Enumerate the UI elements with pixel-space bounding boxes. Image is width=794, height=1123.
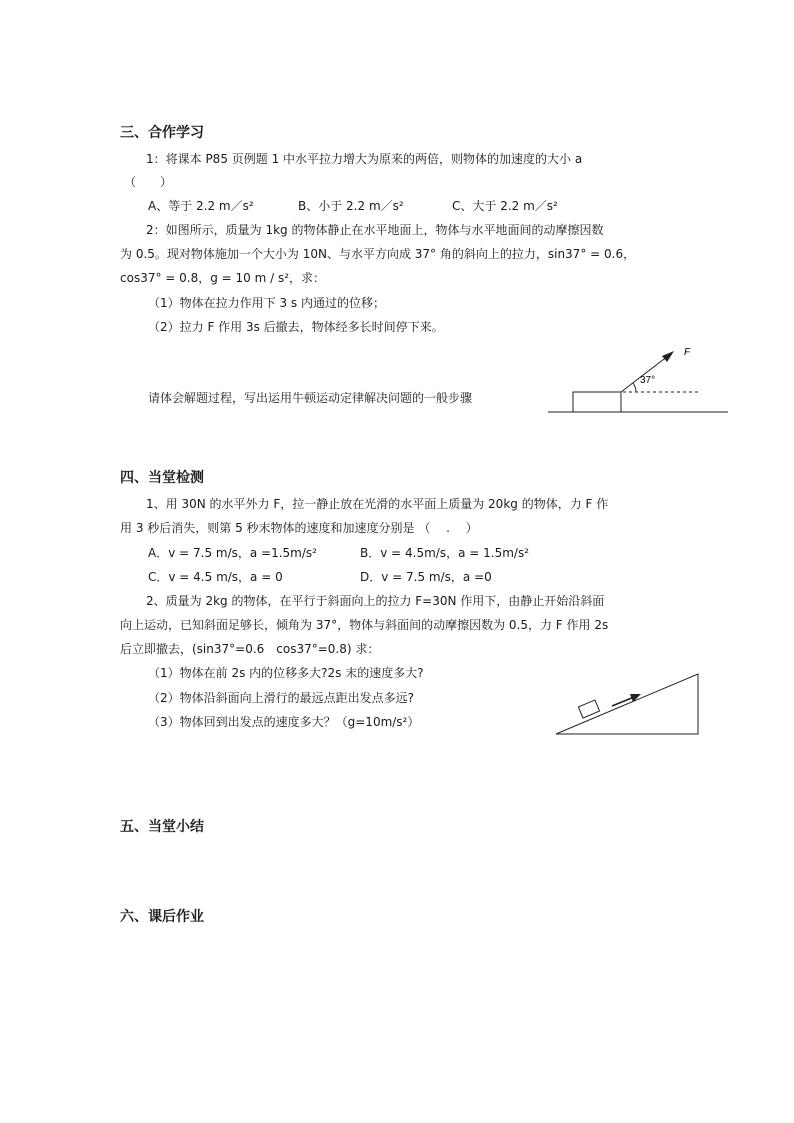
sec4-q1-line2: 用 3 秒后消失，则第 5 秒末物体的速度和加速度分别是 （ . ） (120, 521, 478, 535)
sec4-q1-option-d: D．v = 7.5 m/s，a =0 (360, 570, 492, 584)
incline-diagram (550, 668, 704, 740)
sec4-q2-line2: 向上运动，已知斜面足够长，倾角为 37°，物体与斜面间的动摩擦因数为 0.5，力 F 作用 2s (120, 618, 609, 632)
sec3-q2-line3: cos37° = 0.8，g = 10 m / s²，求： (120, 271, 326, 285)
incline (556, 674, 698, 734)
force-arrow-head (662, 351, 674, 362)
sec3-q2-line2: 为 0.5。现对物体施加一个大小为 10N、与水平方向成 37° 角的斜向上的拉力，sin37° = 0.6， (120, 247, 636, 261)
sec3-q2-sub2: （2）拉力 F 作用 3s 后撤去，物体经多长时间停下来。 (148, 320, 444, 334)
section4-title: 四、当堂检测 (120, 470, 204, 486)
block-on-incline (578, 700, 599, 718)
sec3-q2-sub1: （1）物体在拉力作用下 3 s 内通过的位移； (148, 296, 385, 310)
sec4-q2-sub2: （2）物体沿斜面向上滑行的最远点距出发点多远? (148, 691, 415, 705)
sec4-q2-line1: 2、质量为 2kg 的物体，在平行于斜面向上的拉力 F=30N 作用下，由静止开始沿斜面 (146, 594, 605, 608)
force-arrow-shaft (621, 356, 668, 392)
sec3-q1-line1: 1：将课本 P85 页例题 1 中水平拉力增大为原来的两倍，则物体的加速度的大小 a (146, 152, 583, 166)
sec3-q1-option-a: A、等于 2.2 m／s² (148, 199, 254, 213)
sec4-q1-option-c: C．v = 4.5 m/s，a = 0 (148, 570, 283, 584)
sec3-q1-option-b: B、小于 2.2 m／s² (298, 199, 404, 213)
sec4-q2-line3: 后立即撤去，(sin37°=0.6 cos37°=0.8) 求： (120, 642, 380, 656)
force-diagram (540, 340, 740, 420)
force-label: F (684, 347, 691, 358)
sec3-q1-paren: （ ） (124, 175, 173, 189)
section5-title: 五、当堂小结 (120, 819, 204, 835)
block (573, 392, 621, 412)
angle-label: 37° (640, 375, 656, 386)
section6-title: 六、课后作业 (120, 909, 204, 925)
angle-arc (633, 383, 636, 392)
sec3-q1-option-c: C、大于 2.2 m／s² (452, 199, 558, 213)
sec4-q1-option-b: B．v = 4.5m/s，a = 1.5m/s² (360, 546, 530, 560)
sec3-reflect-prompt: 请体会解题过程，写出运用牛顿运动定律解决问题的一般步骤 (148, 391, 473, 405)
section3-title: 三、合作学习 (120, 125, 204, 141)
sec4-q2-sub1: （1）物体在前 2s 内的位移多大?2s 末的速度多大? (148, 666, 424, 680)
pull-arrow-shaft (612, 697, 634, 706)
sec3-q2-line1: 2：如图所示，质量为 1kg 的物体静止在水平地面上，物体与水平地面间的动摩擦因数 (146, 223, 604, 237)
sec4-q1-line1: 1、用 30N 的水平外力 F，拉一静止放在光滑的水平面上质量为 20kg 的物体，力 F 作 (146, 497, 609, 511)
sec4-q1-option-a: A．v = 7.5 m/s，a =1.5m/s² (148, 546, 317, 560)
sec4-q2-sub3: （3）物体回到出发点的速度多大？（g=10m/s²） (148, 715, 420, 729)
